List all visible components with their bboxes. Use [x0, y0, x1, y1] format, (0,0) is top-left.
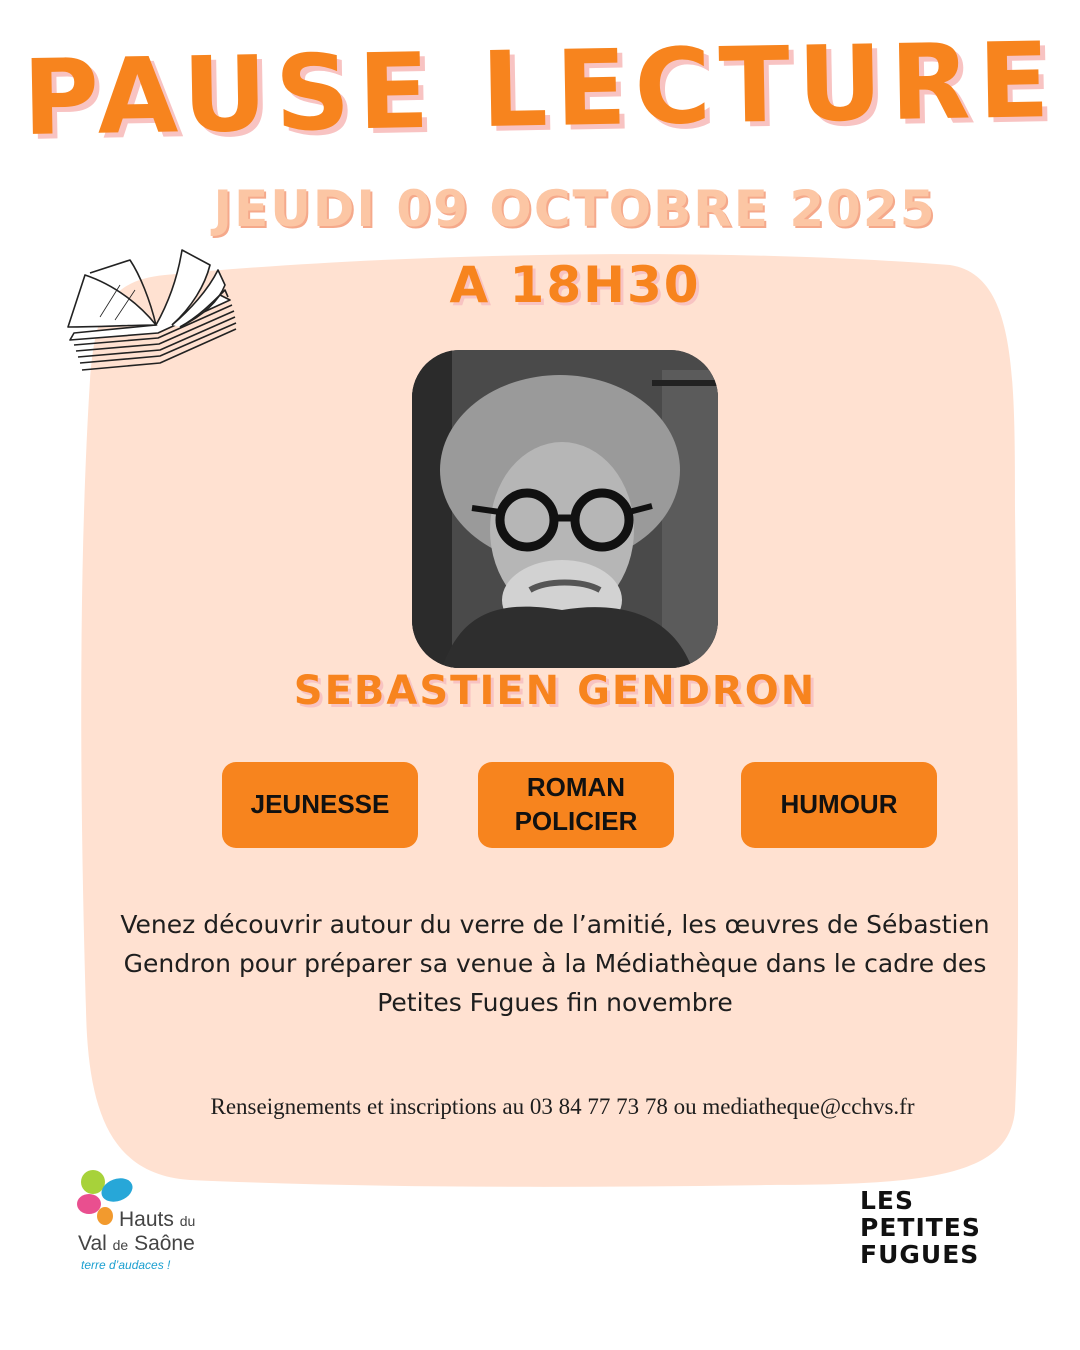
hvs-line2-b: Saône	[134, 1232, 195, 1255]
event-description: Venez découvrir autour du verre de l’amitié, les œuvres de Sébastien Gendron pour préparer sa venue à la Médiathèque dans le cadre des Petites Fugues fin novembre	[120, 910, 990, 1017]
author-photo	[412, 350, 718, 668]
hvs-line2-small: de	[112, 1237, 129, 1253]
hvs-tagline: terre d’audaces !	[81, 1258, 171, 1272]
contact-info: Renseignements et inscriptions au 03 84 77 73 78 ou mediatheque@cchvs.fr	[210, 1094, 915, 1119]
tag-roman-policier	[478, 762, 674, 848]
lpf-line2: PETITES	[860, 1213, 981, 1242]
hauts-val-de-saone-logo	[75, 1168, 235, 1278]
open-book-illustration	[60, 245, 240, 380]
hvs-line1-small: du	[179, 1213, 196, 1229]
author-name: SEBASTIEN GENDRON	[293, 668, 817, 714]
les-petites-fugues-logo	[860, 1188, 1030, 1273]
tag-jeunesse	[222, 762, 418, 848]
lpf-line3: FUGUES	[860, 1240, 980, 1269]
tag-humour	[741, 762, 937, 848]
event-date: JEUDI 09 OCTOBRE 2025	[213, 180, 937, 238]
hvs-line2-a: Val	[78, 1232, 107, 1255]
tag-label: JEUNESSE	[250, 789, 390, 820]
lpf-line1: LES	[860, 1186, 915, 1215]
tag-label: HUMOUR	[780, 789, 898, 820]
hvs-line1: Hauts	[119, 1208, 174, 1231]
event-time: A 18H30	[449, 256, 701, 314]
poster-title: PAUSE LECTURE	[21, 18, 1059, 160]
tag-label: ROMAN POLICIER	[514, 772, 638, 836]
